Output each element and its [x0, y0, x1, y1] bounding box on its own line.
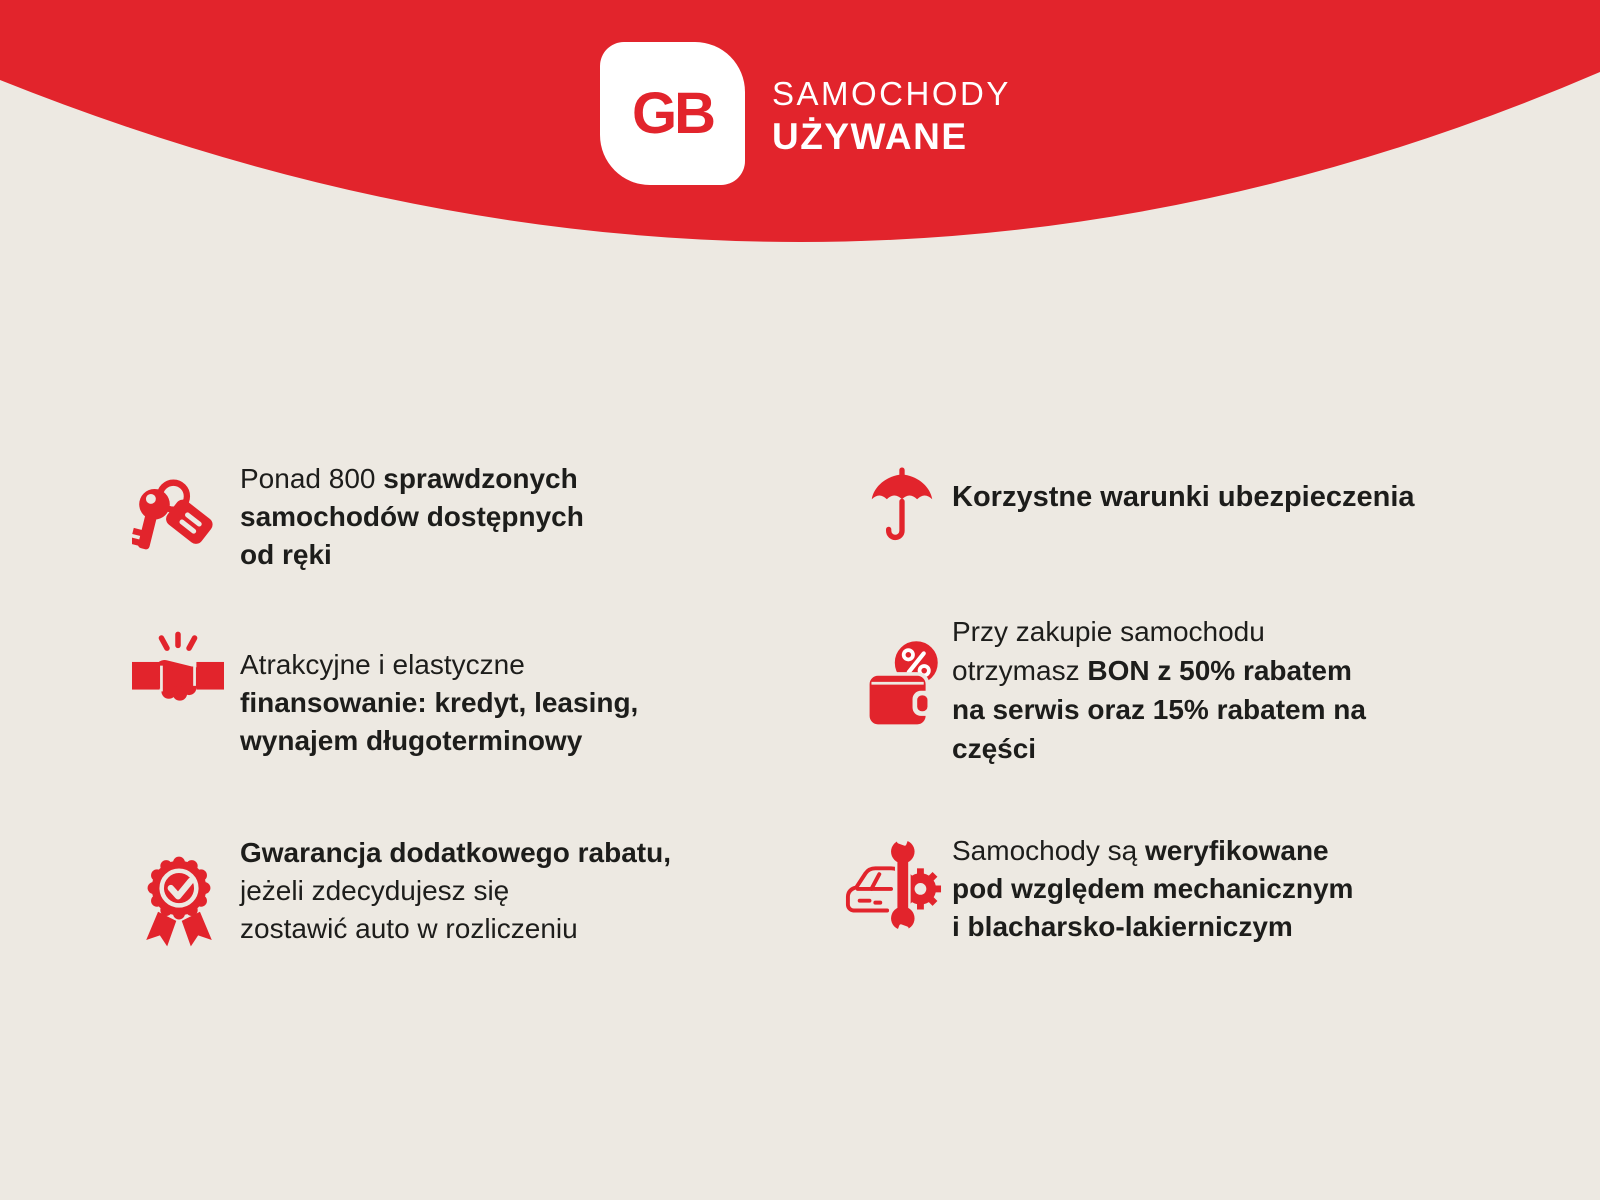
brand-title-line1: SAMOCHODY	[772, 75, 1011, 112]
feature-verification	[952, 832, 1462, 946]
gb-logo	[600, 42, 745, 185]
wallet-percent-icon	[864, 634, 948, 740]
feature-verification-line2: pod względem mechanicznym	[952, 873, 1354, 904]
feature-bonus-line2: otrzymasz BON z 50% rabatem	[952, 655, 1352, 686]
feature-financing-line2: finansowanie: kredyt, leasing,	[240, 687, 639, 718]
car-keys-icon	[132, 474, 222, 558]
feature-verification-line3: i blacharsko-lakierniczym	[952, 911, 1293, 942]
feature-discount-line3: zostawić auto w rozliczeniu	[240, 913, 578, 944]
feature-insurance-line1: Korzystne warunki ubezpieczenia	[952, 481, 1415, 513]
feature-bonus-line4: części	[952, 733, 1037, 764]
feature-stock	[240, 460, 710, 574]
feature-bonus-line1: Przy zakupie samochodu	[952, 616, 1265, 647]
feature-stock-line2: samochodów dostępnych	[240, 501, 584, 532]
feature-financing-line1: Atrakcyjne i elastyczne	[240, 649, 525, 680]
brand-title	[772, 76, 1011, 157]
feature-discount-guarantee	[240, 834, 760, 948]
feature-stock-line3: od ręki	[240, 539, 332, 570]
car-service-icon	[844, 836, 942, 934]
feature-verification-line1: Samochody są weryfikowane	[952, 835, 1329, 866]
feature-discount-line1: Gwarancja dodatkowego rabatu,	[240, 837, 671, 868]
award-badge-icon	[138, 848, 220, 950]
feature-bonus-line3: na serwis oraz 15% rabatem na	[952, 694, 1366, 725]
handshake-icon	[132, 628, 224, 718]
feature-financing	[240, 646, 730, 760]
gb-logo-text: GB	[632, 80, 713, 146]
feature-insurance	[952, 478, 1472, 516]
feature-stock-line1: Ponad 800 sprawdzonych	[240, 463, 578, 494]
feature-discount-line2: jeżeli zdecydujesz się	[240, 875, 510, 906]
brand-title-line2: UŻYWANE	[772, 115, 968, 157]
feature-service-bonus	[952, 612, 1452, 768]
feature-financing-line3: wynajem długoterminowy	[240, 725, 583, 756]
umbrella-icon	[862, 460, 942, 550]
